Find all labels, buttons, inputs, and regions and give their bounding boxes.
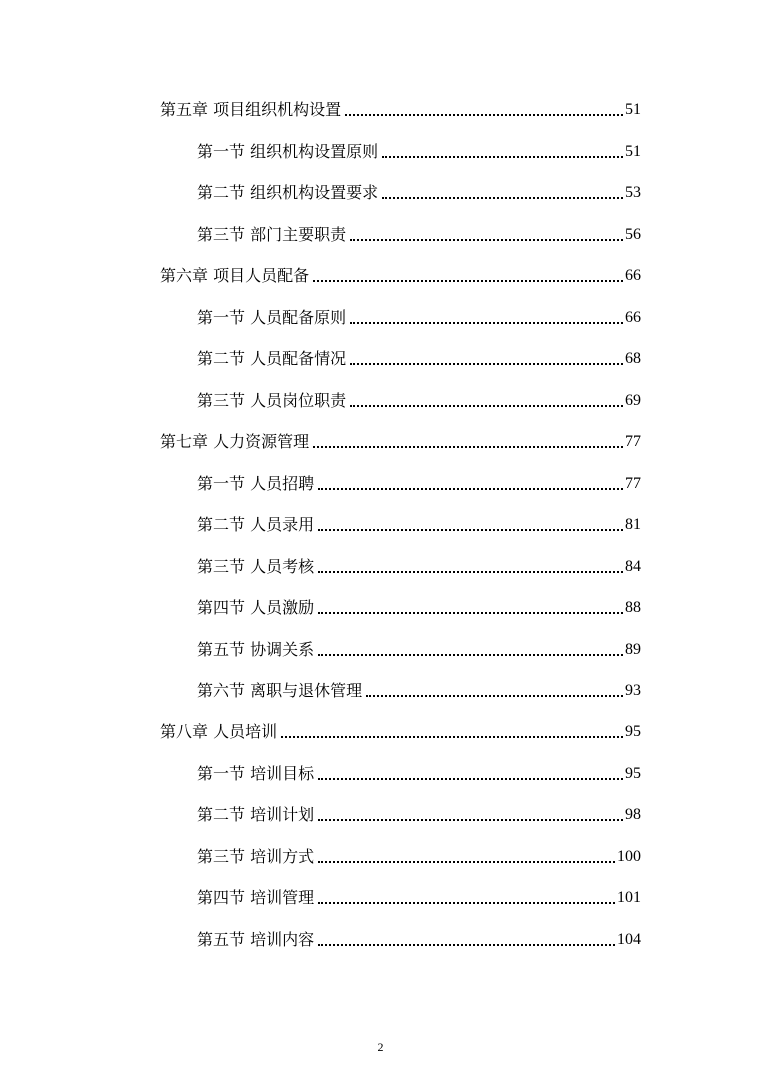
dot-leader [313,280,623,282]
toc-entry-chapter[interactable] [160,718,641,742]
dot-leader [318,902,615,904]
toc-entry-page: 101 [617,889,641,906]
toc-entry-label: 第三节 部门主要职责 [197,225,347,244]
toc-entry-chapter[interactable] [160,262,641,286]
toc-entry-page: 89 [625,641,641,658]
dot-leader [350,239,623,241]
toc-entry-section[interactable] [197,470,641,494]
dot-leader [350,363,623,365]
dot-leader [345,114,623,116]
toc-entry-label: 第五节 协调关系 [197,640,315,659]
toc-entry-page: 53 [625,184,641,201]
toc-entry-page: 51 [625,143,641,160]
dot-leader [318,819,623,821]
toc-entry-label: 第一节 培训目标 [197,764,315,783]
dot-leader [281,736,623,738]
toc-entry-section[interactable] [197,345,641,369]
dot-leader [313,446,623,448]
toc-entry-page: 66 [625,267,641,284]
toc-entry-label: 第一节 组织机构设置原则 [197,142,379,161]
toc-entry-page: 93 [625,682,641,699]
toc-entry-section[interactable] [197,221,641,245]
dot-leader [382,197,623,199]
toc-entry-page: 104 [617,931,641,948]
toc-entry-label: 第一节 人员配备原则 [197,308,347,327]
toc-entry-section[interactable] [197,926,641,950]
toc-entry-section[interactable] [197,511,641,535]
toc-entry-label: 第三节 培训方式 [197,847,315,866]
toc-entry-page: 100 [617,848,641,865]
dot-leader [350,322,623,324]
toc-entry-section[interactable] [197,387,641,411]
dot-leader [366,695,623,697]
toc-entry-section[interactable] [197,801,641,825]
toc-entry-page: 95 [625,723,641,740]
toc-entry-chapter[interactable] [160,96,641,120]
toc-entry-page: 68 [625,350,641,367]
toc-entry-label: 第一节 人员招聘 [197,474,315,493]
dot-leader [318,944,615,946]
toc-entry-section[interactable] [197,884,641,908]
toc-entry-page: 88 [625,599,641,616]
toc-entry-section[interactable] [197,553,641,577]
toc-entry-label: 第五节 培训内容 [197,930,315,949]
toc-entry-section[interactable] [197,594,641,618]
toc-entry-label: 第四节 人员激励 [197,598,315,617]
toc-entry-label: 第二节 人员配备情况 [197,349,347,368]
dot-leader [350,405,623,407]
dot-leader [318,529,623,531]
dot-leader [318,488,623,490]
dot-leader [318,778,623,780]
toc-entry-page: 84 [625,558,641,575]
toc-entry-label: 第七章 人力资源管理 [160,432,310,451]
toc-entry-label: 第四节 培训管理 [197,888,315,907]
dot-leader [318,861,615,863]
toc-entry-label: 第三节 人员考核 [197,557,315,576]
toc-entry-page: 77 [625,475,641,492]
toc-entry-page: 81 [625,516,641,533]
dot-leader [318,612,623,614]
toc-entry-label: 第三节 人员岗位职责 [197,391,347,410]
toc-entry-page: 69 [625,392,641,409]
toc-entry-chapter[interactable] [160,428,641,452]
toc-entry-page: 66 [625,309,641,326]
toc-entry-section[interactable] [197,677,641,701]
toc-entry-label: 第二节 组织机构设置要求 [197,183,379,202]
toc-entry-section[interactable] [197,843,641,867]
toc-entry-label: 第二节 培训计划 [197,805,315,824]
toc-entry-label: 第二节 人员录用 [197,515,315,534]
dot-leader [318,654,623,656]
toc-entry-section[interactable] [197,760,641,784]
toc-entry-label: 第六章 项目人员配备 [160,266,310,285]
toc-entry-page: 98 [625,806,641,823]
toc-entry-section[interactable] [197,179,641,203]
page-number: 2 [377,1040,384,1054]
toc-entry-label: 第八章 人员培训 [160,722,278,741]
toc-entry-section[interactable] [197,304,641,328]
toc-entry-page: 56 [625,226,641,243]
toc-entry-page: 51 [625,101,641,118]
dot-leader [318,571,623,573]
toc-entry-page: 77 [625,433,641,450]
toc-entry-label: 第五章 项目组织机构设置 [160,100,342,119]
toc-entry-section[interactable] [197,636,641,660]
toc-entry-label: 第六节 离职与退休管理 [197,681,363,700]
toc-entry-page: 95 [625,765,641,782]
dot-leader [382,156,623,158]
toc-entry-section[interactable] [197,138,641,162]
